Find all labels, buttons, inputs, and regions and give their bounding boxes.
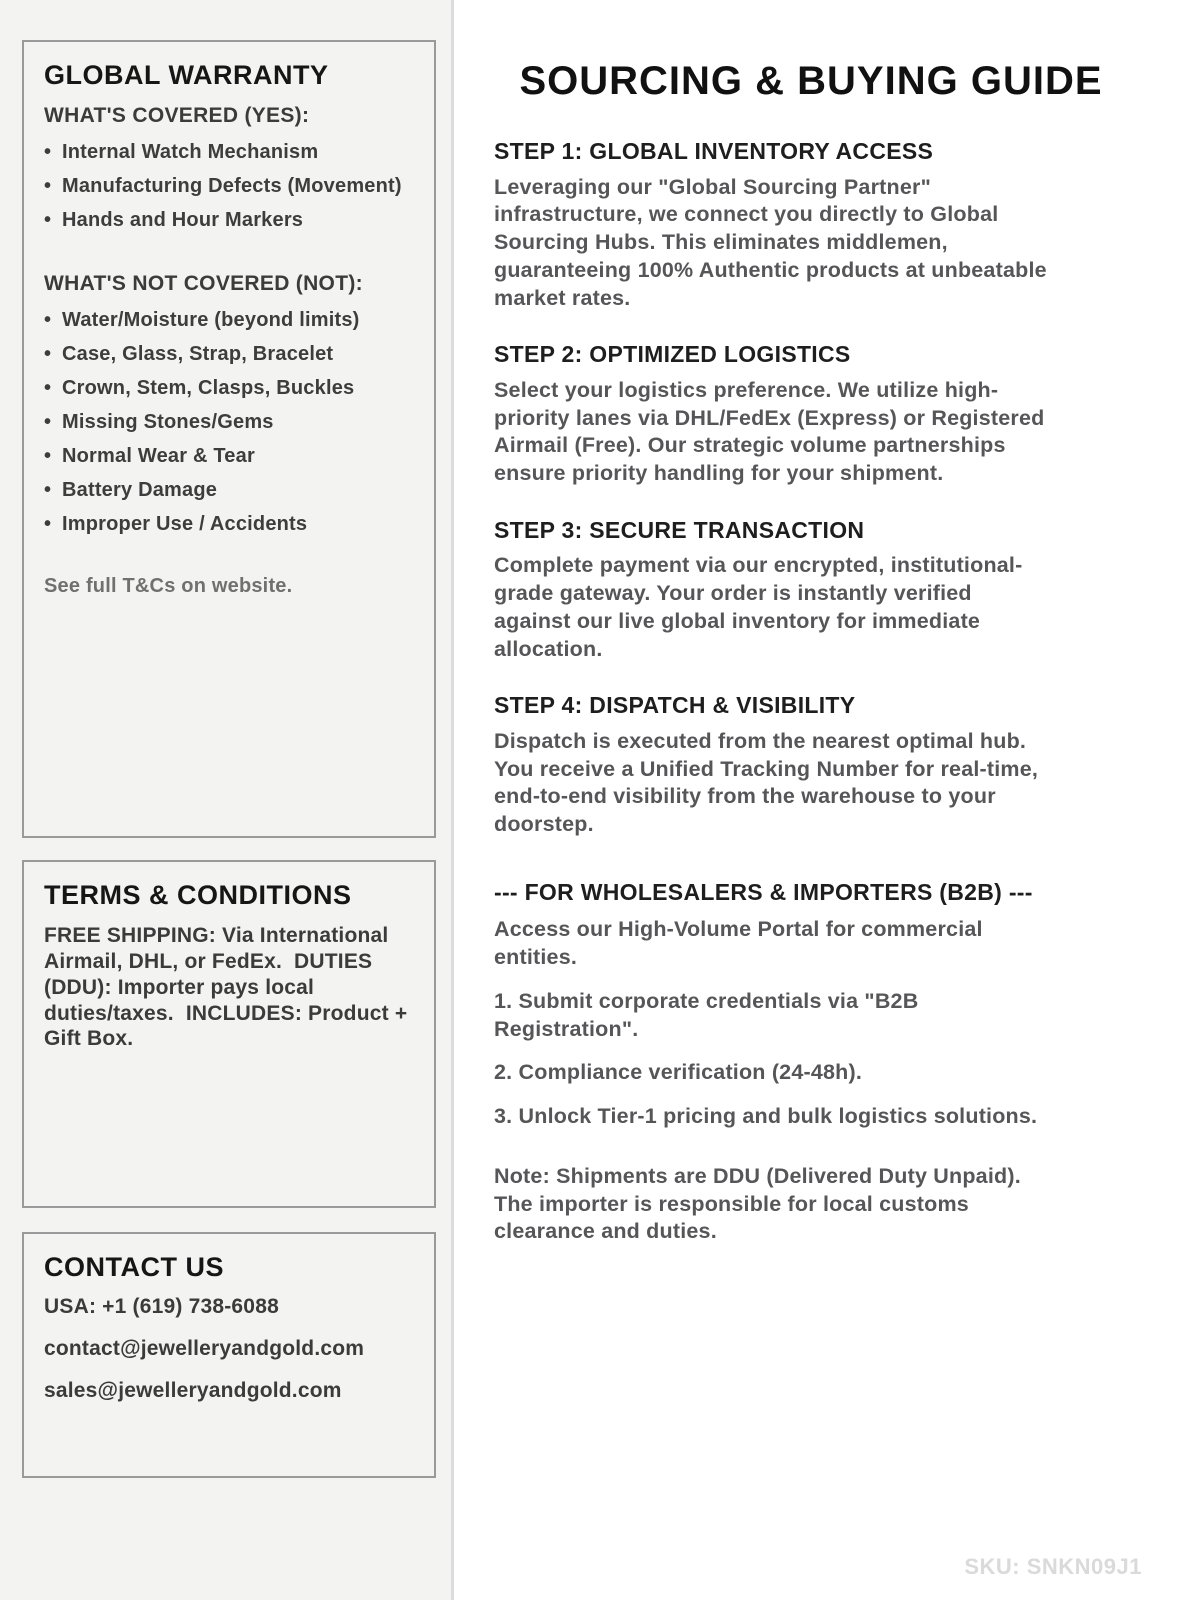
- step-4: [494, 692, 1128, 839]
- step-2-body: Select your logistics preference. We utilize high-priority lanes via DHL/FedEx (Express) or Registered Airmail (Free). Our strategic volume partnerships ensure priority handling for your shipment.: [494, 377, 1045, 486]
- terms-card: [22, 860, 436, 1208]
- contact-phone: USA: +1 (619) 738-6088: [44, 1295, 279, 1319]
- list-item: • Missing Stones/Gems: [44, 412, 414, 433]
- list-item: • Case, Glass, Strap, Bracelet: [44, 344, 414, 365]
- warranty-title: GLOBAL WARRANTY: [44, 60, 329, 90]
- step-2: [494, 341, 1128, 488]
- list-item: • Normal Wear & Tear: [44, 446, 414, 467]
- terms-body: FREE SHIPPING: Via International Airmail, DHL, or FedEx. DUTIES (DDU): Importer pays local duties/taxes. INCLUDES: Product + Gift Box.: [44, 924, 414, 1051]
- warranty-card: [22, 40, 436, 838]
- step-1: [494, 138, 1128, 312]
- step-4-body: Dispatch is executed from the nearest optimal hub. You receive a Unified Tracking Number for real-time, end-to-end visibility from the warehouse to your doorstep.: [494, 728, 1039, 837]
- page-title: SOURCING & BUYING GUIDE: [519, 59, 1103, 103]
- step-3-heading: STEP 3: SECURE TRANSACTION: [494, 516, 865, 543]
- contact-email: contact@jewelleryandgold.com: [44, 1337, 365, 1361]
- step-4-heading: STEP 4: DISPATCH & VISIBILITY: [494, 692, 856, 719]
- covered-list: [44, 142, 414, 231]
- covered-heading: WHAT'S COVERED (YES):: [44, 104, 310, 128]
- not-covered-list: [44, 310, 414, 535]
- contact-card: [22, 1232, 436, 1478]
- b2b-section: [494, 879, 1128, 1246]
- step-3-body: Complete payment via our encrypted, institutional-grade gateway. Your order is instantly verified against our live global inventory for immediate allocation.: [494, 553, 1023, 661]
- step-3: [494, 517, 1128, 664]
- sku-label: SKU: SNKN09J1: [964, 1554, 1142, 1579]
- sidebar: [0, 0, 454, 1600]
- b2b-item-1: 1. Submit corporate credentials via "B2B Registration".: [494, 988, 919, 1041]
- list-item: • Battery Damage: [44, 480, 414, 501]
- warranty-footnote: See full T&Cs on website.: [44, 575, 293, 598]
- list-item: • Hands and Hour Markers: [44, 210, 414, 231]
- not-covered-heading: WHAT'S NOT COVERED (NOT):: [44, 272, 363, 296]
- step-2-heading: STEP 2: OPTIMIZED LOGISTICS: [494, 341, 851, 368]
- list-item: • Manufacturing Defects (Movement): [44, 176, 414, 197]
- list-item: • Internal Watch Mechanism: [44, 142, 414, 163]
- list-item: • Crown, Stem, Clasps, Buckles: [44, 378, 414, 399]
- b2b-heading: --- FOR WHOLESALERS & IMPORTERS (B2B) ---: [494, 878, 1033, 905]
- main-content: [454, 0, 1200, 1600]
- b2b-item-2: 2. Compliance verification (24-48h).: [494, 1060, 863, 1085]
- sales-email: sales@jewelleryandgold.com: [44, 1379, 342, 1403]
- terms-title: TERMS & CONDITIONS: [44, 880, 352, 910]
- list-item: • Improper Use / Accidents: [44, 514, 414, 535]
- b2b-item-3: 3. Unlock Tier-1 pricing and bulk logistics solutions.: [494, 1104, 1038, 1129]
- b2b-intro: Access our High-Volume Portal for commercial entities.: [494, 917, 983, 970]
- b2b-note: Note: Shipments are DDU (Delivered Duty Unpaid). The importer is responsible for local customs clearance and duties.: [494, 1163, 1021, 1244]
- list-item: • Water/Moisture (beyond limits): [44, 310, 414, 331]
- step-1-heading: STEP 1: GLOBAL INVENTORY ACCESS: [494, 138, 934, 164]
- contact-title: CONTACT US: [44, 1252, 224, 1282]
- step-1-body: Leveraging our "Global Sourcing Partner" infrastructure, we connect you directly to Global Sourcing Hubs. This eliminates middlemen, guaranteeing 100% Authentic products at unbeatable market rates.: [494, 174, 1047, 310]
